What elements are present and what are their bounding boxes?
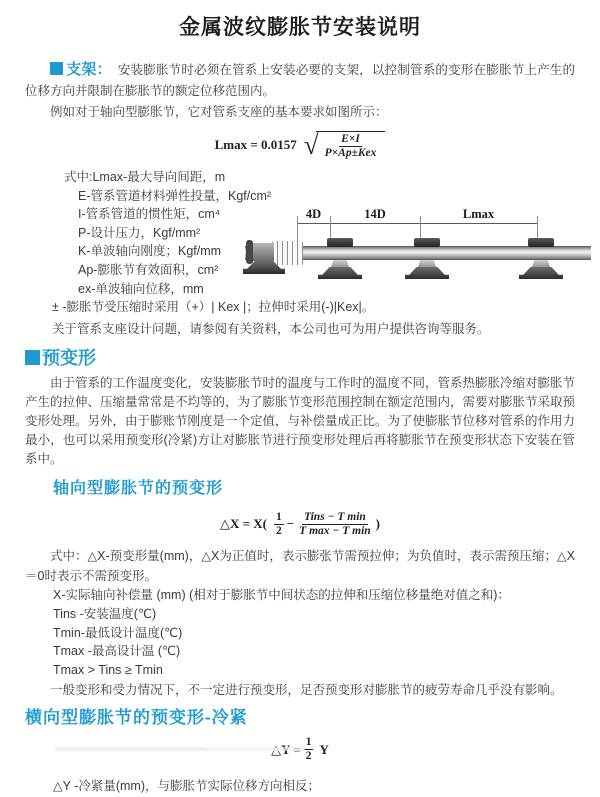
axial-tins-line: Tins -安装温度(℃) [53, 606, 157, 621]
formula-dy-rhs: Y [319, 741, 329, 757]
cutoff-text-line [55, 747, 305, 751]
page-title: 金属波纹膨胀节安装说明 [179, 16, 421, 39]
formula-lmax-lhs: Lmax = 0.0157 [214, 137, 297, 152]
support-intro-text: 安装膨胀节时必须在管系上安装必要的支架，以控制管系的变形在膨胀节上产生的位移方向并限制在膨胀节的额定位移范围内。 [25, 63, 575, 98]
formula-lmax [25, 129, 575, 161]
definition-item: ex-单波轴向位移，mm [78, 281, 204, 296]
support-intro-paragraph [25, 59, 575, 102]
formula-delta-x [25, 507, 575, 541]
formula-dx-frac2-num: Tins − T min [304, 510, 366, 523]
support-clamp [414, 238, 440, 247]
definition-item: E-管系管道材料弹性投量，Kgf/cm² [78, 188, 272, 203]
definition-item: 式中:Lmax-最大导向间距，m [64, 170, 226, 184]
pipe-guide-support [403, 207, 451, 281]
document-page [0, 14, 600, 793]
lateral-dy-definition: △Y -冷紧量(mm)，与膨胀节实际位移方向相反； [53, 778, 321, 793]
support-heading-label: 支架： [66, 61, 112, 78]
axial-tmax-line: Tmax -最高设计温 (℃) [53, 644, 181, 659]
support-neck [532, 260, 550, 267]
section-bullet-icon [25, 350, 40, 365]
axial-note-paragraph: 式中：△X-预变形量(mm)，△X为正值时，表示膨张节需预拉伸；为负值时，表示需预压缩；△X＝0时表示不需预变形。 [25, 549, 575, 583]
definition-item: Ap-膨胀节有效面积，cm² [78, 262, 219, 277]
dim-label-4d: 4D [305, 207, 322, 221]
support-neck [418, 260, 436, 267]
axial-subheading: 轴向型膨胀节的预变形 [53, 480, 224, 498]
pipe-support-diagram [243, 207, 597, 303]
fixed-anchor-support [243, 207, 287, 281]
support-base [405, 267, 449, 279]
axial-general-note: 一般变形和受力情况下，不一定进行预变形，足否预变形对膨胀节的疲劳寿命几乎没有影响。 [50, 682, 563, 697]
formula-dx-minus: − [286, 516, 295, 532]
predeform-body-paragraph: 由于管系的工作温度变化，安装膨胀节时的温度与工作时的温度不同，管系热膨胀冷缩对膨胀节产生的拉伸、压缩量常常是不均等的，为了膨胀节变形范围控制在额定范围内，需要对膨胀节采取预变形处理。另外，由于膨账节刚度是一个定值，与补偿量成正比。为了使膨胀节位移对管系的作用力最小，也可以采用预变形(冷紧)方让对膨胀节进行预变形处理后再将膨胀节在预变形状态下安装在管系中。 [25, 376, 576, 467]
formula-dx-frac1-num: 1 [276, 510, 282, 523]
support-clamp [528, 238, 554, 247]
support-base [519, 267, 563, 279]
formula-dy-frac-num: 1 [305, 736, 312, 749]
formula-lmax-numerator: E×I [341, 132, 360, 145]
support-example-line: 例如对于轴向型膨胀节，它对管系支座的基本要求如图所示： [50, 105, 388, 119]
formula-dx-frac2-den: T max − T min [299, 524, 371, 537]
pipe-guide-support [316, 207, 364, 281]
support-section-heading [50, 61, 112, 78]
plusminus-note: ± -膨胀节受压缩时采用（+）| Kex |；拉伸时采用(-)|Kex|。 [52, 300, 375, 315]
axial-tmin-line: Tmin-最低设计温度(℃) [53, 625, 183, 640]
anchor-hub [253, 243, 274, 261]
definition-item: I-管系管道的惯性矩，cm⁴ [78, 207, 221, 222]
formula-dy-frac-den: 2 [305, 750, 312, 763]
support-neck [331, 260, 349, 267]
lateral-subheading: 横向型膨胀节的预变形-冷紧 [25, 707, 248, 727]
dim-label-14d: 14D [364, 207, 386, 221]
formula-dx-lhs: △X = X( [219, 516, 267, 532]
section-bullet-icon [50, 62, 63, 75]
predeform-heading-label: 预变形 [42, 348, 96, 369]
definition-item: P-设计压力，Kgf/mm² [78, 225, 201, 240]
pipe-guide-support [517, 207, 565, 281]
axial-inequality-line: Tmax > Tins ≥ Tmin [53, 662, 163, 677]
formula-dx-frac1-den: 2 [276, 524, 282, 537]
dim-label-lmax: Lmax [462, 207, 495, 221]
formula-dx-close-paren: ) [375, 516, 381, 532]
axial-x-definition: X-实际轴向补偿量 (mm) (相对于膨胀节中间状态的拉伸和压缩位移量绝对值之和)： [53, 588, 510, 603]
formula-lmax-denominator: P×Ap±Kex [324, 146, 377, 159]
service-note: 关于管系支座设计问题，请参阅有关资料，本公司也可为用户提供咨询等服务。 [52, 322, 490, 337]
definition-item: K-单波轴向刚度；Kgf/mm [78, 244, 222, 259]
anchor-end-cap [246, 240, 253, 264]
predeform-section-heading [25, 347, 575, 369]
sqrt-body [316, 131, 386, 160]
support-base [318, 267, 362, 279]
sqrt-radical-icon: √ [303, 130, 319, 160]
support-clamp [327, 238, 353, 247]
